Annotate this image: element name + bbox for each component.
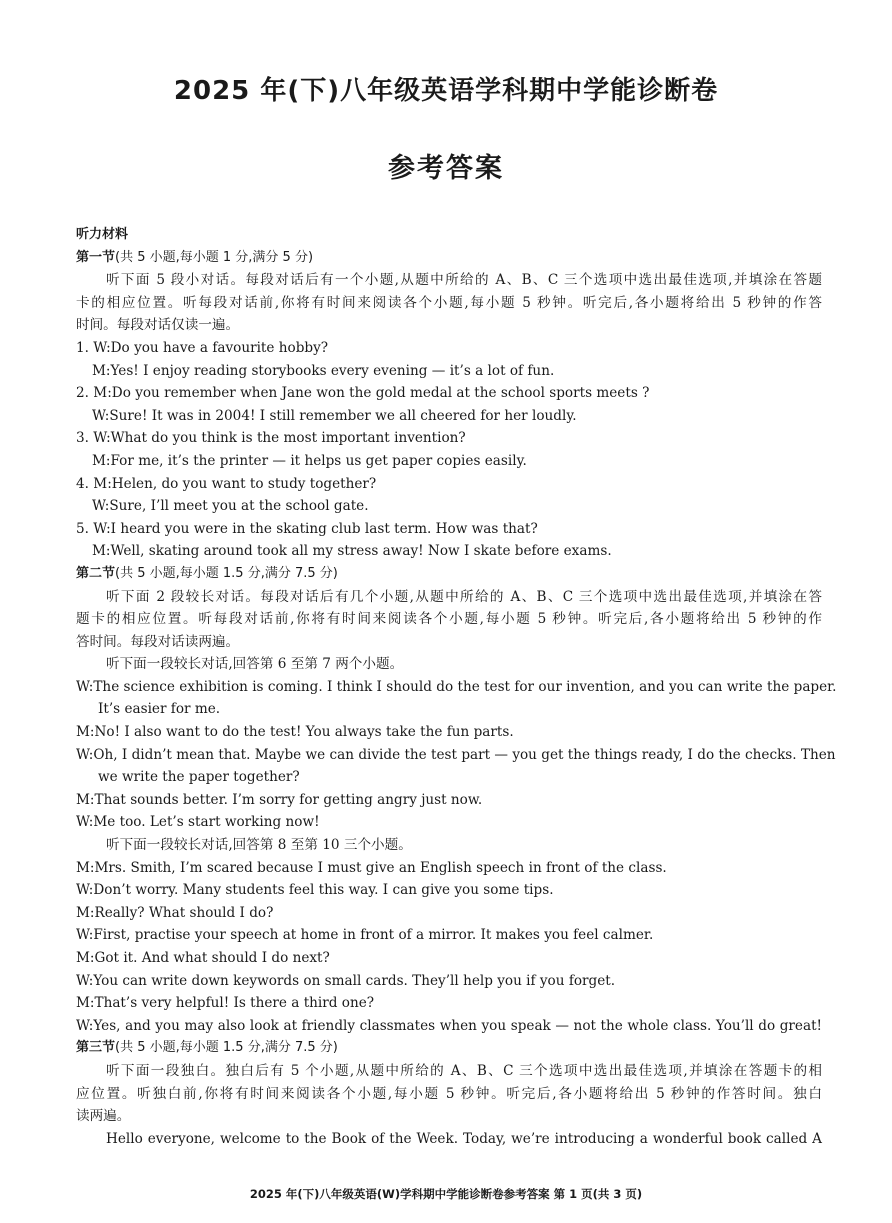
dialog-line: W:Sure, I’ll meet you at the school gate. bbox=[92, 498, 369, 515]
dialog-line: we write the paper together? bbox=[98, 769, 300, 786]
dialog-line: W:The science exhibition is coming. I think I should do the test for our invention, and you can write the paper. bbox=[76, 678, 837, 695]
dialog-line: M:For me, it’s the printer — it helps us get paper copies easily. bbox=[92, 452, 527, 469]
dialog-line: W:First, practise your speech at home in front of a mirror. It makes you feel calmer. bbox=[76, 927, 654, 944]
section-heading: 听力材料 bbox=[76, 227, 129, 242]
listening-material bbox=[76, 224, 837, 1150]
dialog-line: M:Well, skating around took all my stress away! Now I skate before exams. bbox=[92, 543, 612, 560]
dialog-line: W:You can write down keywords on small cards. They’ll help you if you forget. bbox=[76, 972, 616, 989]
section-3-instruction: 读两遍。 bbox=[76, 1108, 131, 1125]
dialog-line: M:Really? What should I do? bbox=[76, 904, 274, 921]
monologue-text: Hello everyone, welcome to the Book of the Week. Today, we’re introducing a wonderful book called A bbox=[106, 1130, 822, 1147]
dialog-line: It’s easier for me. bbox=[98, 701, 221, 718]
section-3-instruction: 听下面一段独白。独白后有 5 个小题,从题中所给的 A、B、C 三个选项中选出最佳选项,并填涂在答题卡的相 bbox=[106, 1062, 822, 1079]
dialog-line: W:Oh, I didn’t mean that. Maybe we can divide the test part — you get the things ready, I do the checks. Then bbox=[76, 746, 836, 763]
section-1-instruction: 卡的相应位置。听每段对话前,你将有时间来阅读各个小题,每小题 5 秒钟。听完后,各小题将给出 5 秒钟的作答 bbox=[76, 294, 822, 311]
dialog-line: M:Got it. And what should I do next? bbox=[76, 950, 330, 966]
document-title: 2025 年(下)八年级英语学科期中学能诊断卷 bbox=[173, 76, 719, 106]
section-1-instruction: 时间。每段对话仅读一遍。 bbox=[76, 317, 240, 334]
section-3-title: 第三节(共 5 小题,每小题 1.5 分,满分 7.5 分) bbox=[76, 1040, 338, 1056]
dialog-line: 2. M:Do you remember when Jane won the gold medal at the school sports meets ? bbox=[76, 385, 650, 402]
dialog-line: 3. W:What do you think is the most important invention? bbox=[76, 430, 466, 447]
document-subtitle: 参考答案 bbox=[388, 153, 504, 184]
dialog-line: W:Don’t worry. Many students feel this way. I can give you some tips. bbox=[76, 882, 554, 899]
dialog-line: M:Yes! I enjoy reading storybooks every evening — it’s a lot of fun. bbox=[92, 362, 555, 379]
dialog-line: M:That sounds better. I’m sorry for getting angry just now. bbox=[76, 791, 483, 808]
dialog-line: 4. M:Helen, do you want to study together? bbox=[76, 475, 377, 492]
dialog-line: W:Me too. Let’s start working now! bbox=[76, 814, 320, 831]
dialog-line: 1. W:Do you have a favourite hobby? bbox=[76, 339, 329, 356]
section-3-instruction: 应位置。听独白前,你将有时间来阅读各个小题,每小题 5 秒钟。听完后,各小题将给出 5 秒钟的作答时间。独白 bbox=[76, 1085, 822, 1102]
dialog-line: 5. W:I heard you were in the skating club last term. How was that? bbox=[76, 520, 538, 537]
part-instruction: 听下面一段较长对话,回答第 6 至第 7 两个小题。 bbox=[106, 656, 404, 673]
part-instruction: 听下面一段较长对话,回答第 8 至第 10 三个小题。 bbox=[106, 837, 412, 854]
section-1-instruction: 听下面 5 段小对话。每段对话后有一个小题,从题中所给的 A、B、C 三个选项中选出最佳选项,并填涂在答题 bbox=[106, 272, 822, 289]
dialog-line: W:Sure! It was in 2004! I still remember we all cheered for her loudly. bbox=[92, 407, 577, 424]
section-2-instruction: 听下面 2 段较长对话。每段对话后有几个小题,从题中所给的 A、B、C 三个选项中选出最佳选项,并填涂在答 bbox=[106, 588, 822, 605]
section-1-title: 第一节(共 5 小题,每小题 1 分,满分 5 分) bbox=[76, 249, 314, 265]
dialog-line: M:That’s very helpful! Is there a third one? bbox=[76, 995, 375, 1012]
page-footer: 2025 年(下)八年级英语(W)学科期中学能诊断卷参考答案 第 1 页(共 3 页) bbox=[249, 1187, 643, 1201]
section-2-title: 第二节(共 5 小题,每小题 1.5 分,满分 7.5 分) bbox=[76, 565, 338, 581]
section-2-instruction: 题卡的相应位置。听每段对话前,你将有时间来阅读各个小题,每小题 5 秒钟。听完后,各小题将给出 5 秒钟的作 bbox=[76, 611, 822, 628]
dialog-line: M:No! I also want to do the test! You always take the fun parts. bbox=[76, 724, 514, 741]
dialog-line: W:Yes, and you may also look at friendly classmates when you speak — not the whole class. You’ll do great! bbox=[76, 1017, 822, 1034]
dialog-line: M:Mrs. Smith, I’m scared because I must give an English speech in front of the class. bbox=[76, 859, 667, 876]
section-2-instruction: 答时间。每段对话读两遍。 bbox=[76, 633, 240, 650]
